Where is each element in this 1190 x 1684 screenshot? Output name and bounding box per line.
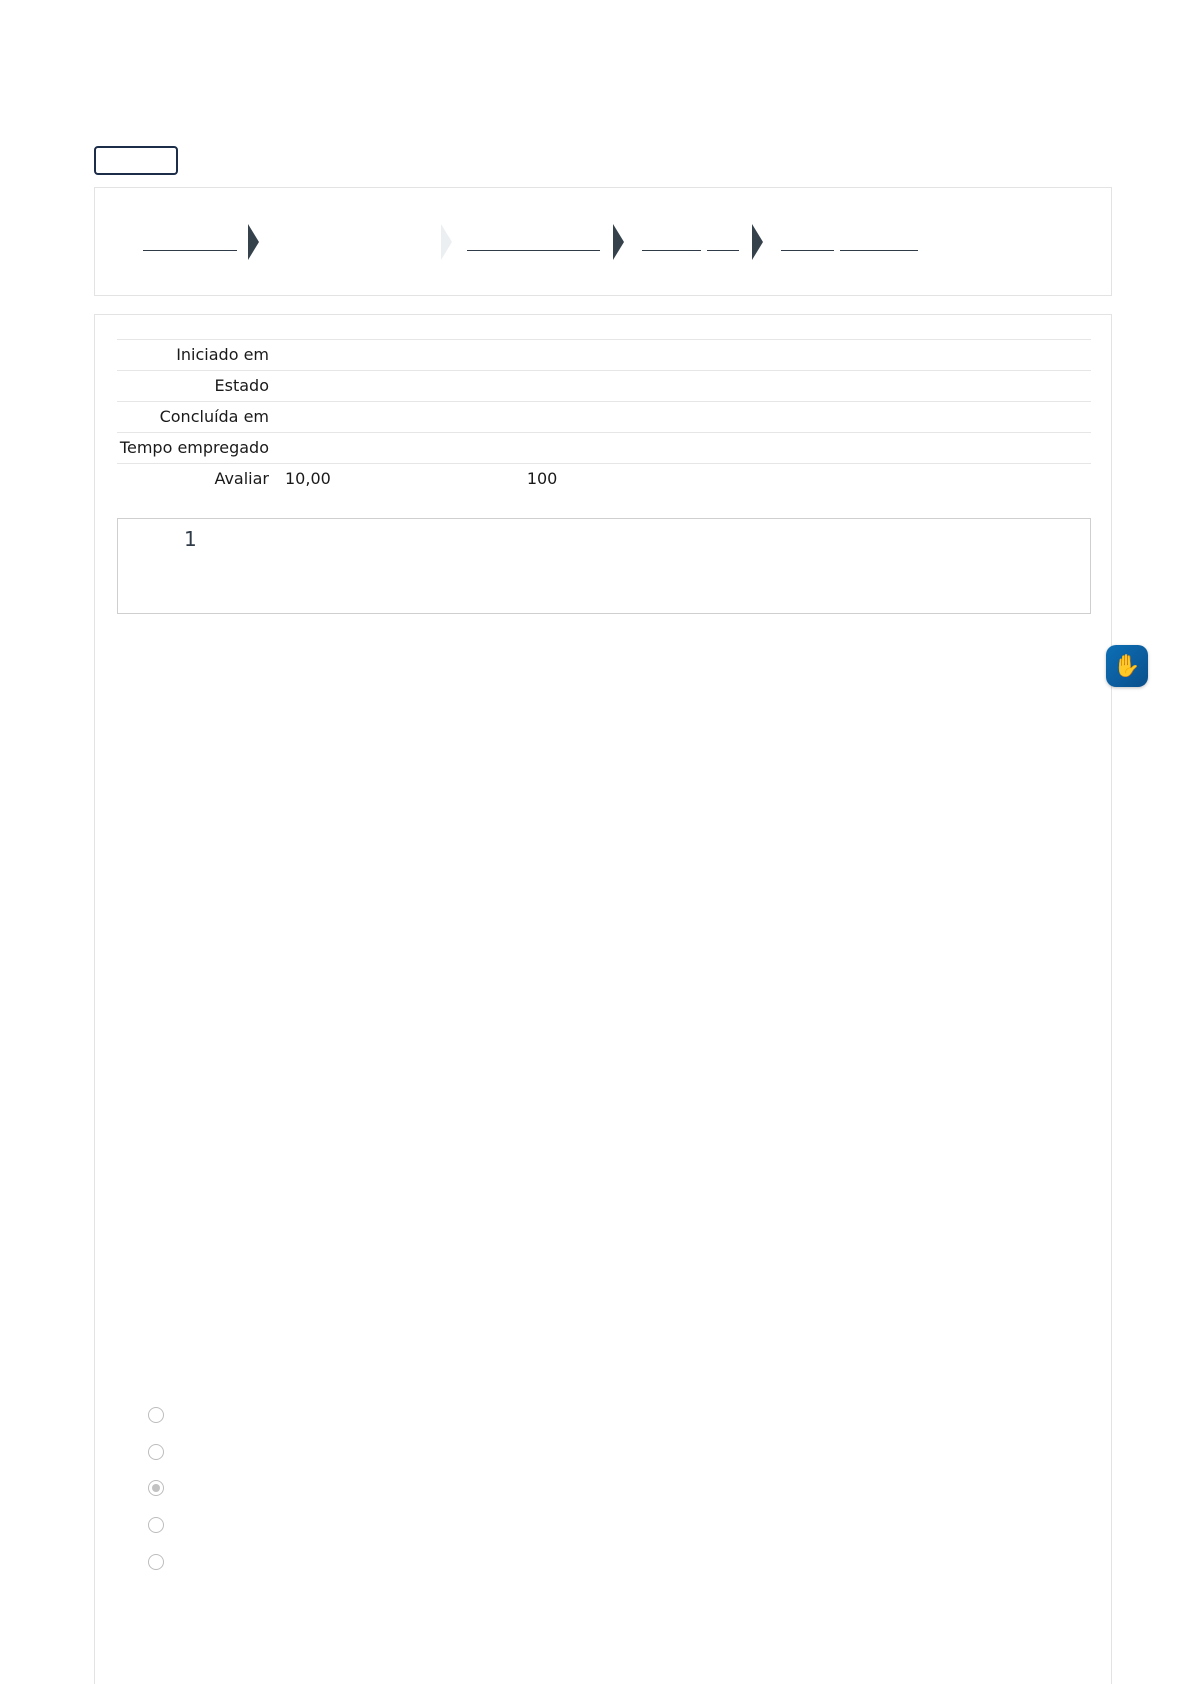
breadcrumb-item-4[interactable] — [781, 250, 834, 251]
completed-value — [277, 402, 1091, 433]
answer-option[interactable] — [148, 1554, 164, 1591]
quiz-review-panel — [94, 314, 1112, 1684]
sign-language-hands-icon[interactable] — [1106, 645, 1148, 687]
attempt-summary-table — [117, 339, 1091, 494]
grade-max: 100 — [526, 469, 558, 488]
started-value — [277, 340, 1091, 371]
grade-value: 10,00 — [285, 469, 331, 488]
time-taken-value — [277, 433, 1091, 464]
state-label: Estado — [214, 376, 269, 395]
summary-row-grade — [117, 464, 1091, 495]
grade-cell — [277, 464, 1091, 495]
back-button[interactable] — [94, 146, 178, 175]
breadcrumb-item-2[interactable] — [467, 250, 600, 251]
answer-radio-selected[interactable] — [148, 1480, 164, 1496]
answer-option[interactable] — [148, 1480, 164, 1517]
completed-label: Concluída em — [159, 407, 269, 426]
summary-row-started — [117, 340, 1091, 371]
summary-row-completed — [117, 402, 1091, 433]
breadcrumb-item-3[interactable] — [642, 250, 701, 251]
breadcrumb-separator-icon — [752, 224, 763, 260]
breadcrumb-item-4b[interactable] — [840, 250, 918, 251]
breadcrumb-separator-icon — [613, 224, 624, 260]
summary-row-state — [117, 371, 1091, 402]
breadcrumb — [94, 187, 1112, 296]
state-value — [277, 371, 1091, 402]
answer-radio[interactable] — [148, 1517, 164, 1533]
summary-row-time-taken — [117, 433, 1091, 464]
answer-radio[interactable] — [148, 1407, 164, 1423]
breadcrumb-separator-icon — [441, 224, 452, 260]
answer-radio[interactable] — [148, 1554, 164, 1570]
breadcrumb-item-1[interactable] — [143, 250, 237, 251]
answer-option[interactable] — [148, 1517, 164, 1554]
breadcrumb-separator-icon — [248, 224, 259, 260]
question-info-box — [117, 518, 1091, 614]
answer-option[interactable] — [148, 1444, 164, 1481]
question-number: 1 — [184, 527, 197, 551]
started-label: Iniciado em — [176, 345, 269, 364]
grade-label: Avaliar — [214, 469, 269, 488]
answer-radio[interactable] — [148, 1444, 164, 1460]
breadcrumb-item-3b[interactable] — [707, 250, 739, 251]
time-taken-label: Tempo empregado — [119, 438, 269, 457]
answer-option[interactable] — [148, 1407, 164, 1444]
answer-options — [148, 1407, 164, 1590]
hands-glyph: ✋ — [1113, 653, 1141, 679]
